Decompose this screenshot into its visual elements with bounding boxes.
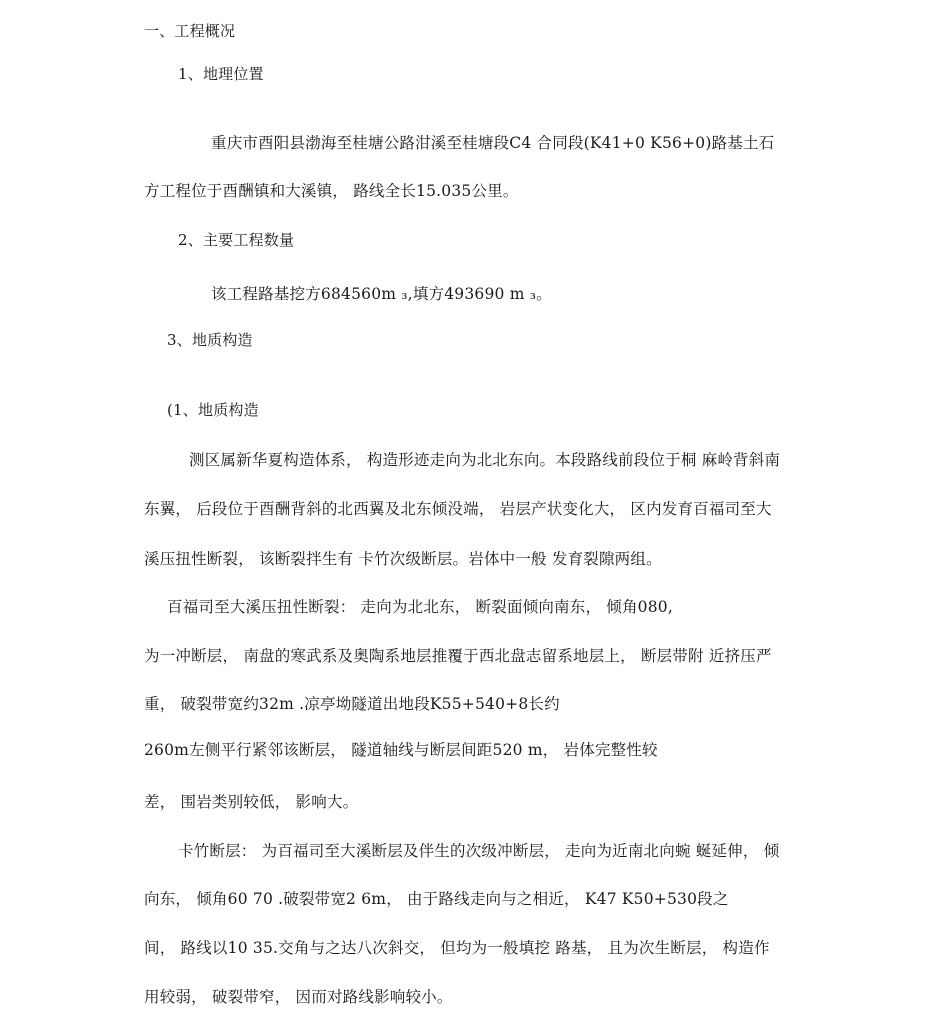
subheading-geologic-structure: (1、地质构造 (167, 401, 259, 419)
subheading-geology: 3、地质构造 (167, 331, 253, 349)
subheading-location: 1、地理位置 (178, 65, 264, 83)
paragraph-line: 间， 路线以10 35.交角与之达八次斜交， 但均为一般填挖 路基， 且为次生断层， 构造作 (144, 939, 770, 957)
paragraph-line: 该工程路基挖方684560m ₃,填方493690 m ₃。 (211, 285, 552, 303)
paragraph-line: 差， 围岩类别较低， 影响大。 (144, 793, 359, 811)
paragraph-line: 溪压扭性断裂， 该断裂拌生有 卡竹次级断层。岩体中一般 发育裂隙两组。 (144, 550, 662, 568)
paragraph-line: 卡竹断层： 为百福司至大溪断层及伴生的次级冲断层， 走向为近南北向蜿 蜒延伸， 倾 (178, 842, 780, 860)
paragraph-line: 用较弱， 破裂带窄， 因而对路线影响较小。 (144, 988, 453, 1006)
paragraph-line: 测区属新华夏构造体系， 构造形迹走向为北北东向。本段路线前段位于桐 麻岭背斜南 (189, 451, 781, 469)
paragraph-line: 百福司至大溪压扭性断裂： 走向为北北东， 断裂面倾向南东， 倾角080, (167, 598, 673, 616)
paragraph-line: 向东， 倾角60 70 .破裂带宽2 6m， 由于路线走向与之相近， K47 K50+530段之 (144, 890, 729, 908)
paragraph-line: 为一冲断层， 南盘的寒武系及奥陶系地层推覆于西北盘志留系地层上， 断层带附 近挤压严 (144, 647, 772, 665)
paragraph-line: 方工程位于酉酬镇和大溪镇， 路线全长15.035公里。 (144, 182, 519, 200)
paragraph-line: 重庆市酉阳县渤海至桂塘公路泔溪至桂塘段C4 合同段(K41+0 K56+0)路基土石 (211, 134, 775, 152)
section-heading-project-overview: 一、工程概况 (144, 22, 236, 40)
subheading-quantities: 2、主要工程数量 (178, 231, 295, 249)
paragraph-line: 东翼， 后段位于酉酬背斜的北西翼及北东倾没端， 岩层产状变化大， 区内发育百福司至大 (144, 500, 772, 518)
paragraph-line: 260m左侧平行紧邻该断层， 隧道轴线与断层间距520 m， 岩体完整性较 (144, 741, 658, 759)
paragraph-line: 重， 破裂带宽约32m .凉亭坳隧道出地段K55+540+8长约 (144, 695, 560, 713)
